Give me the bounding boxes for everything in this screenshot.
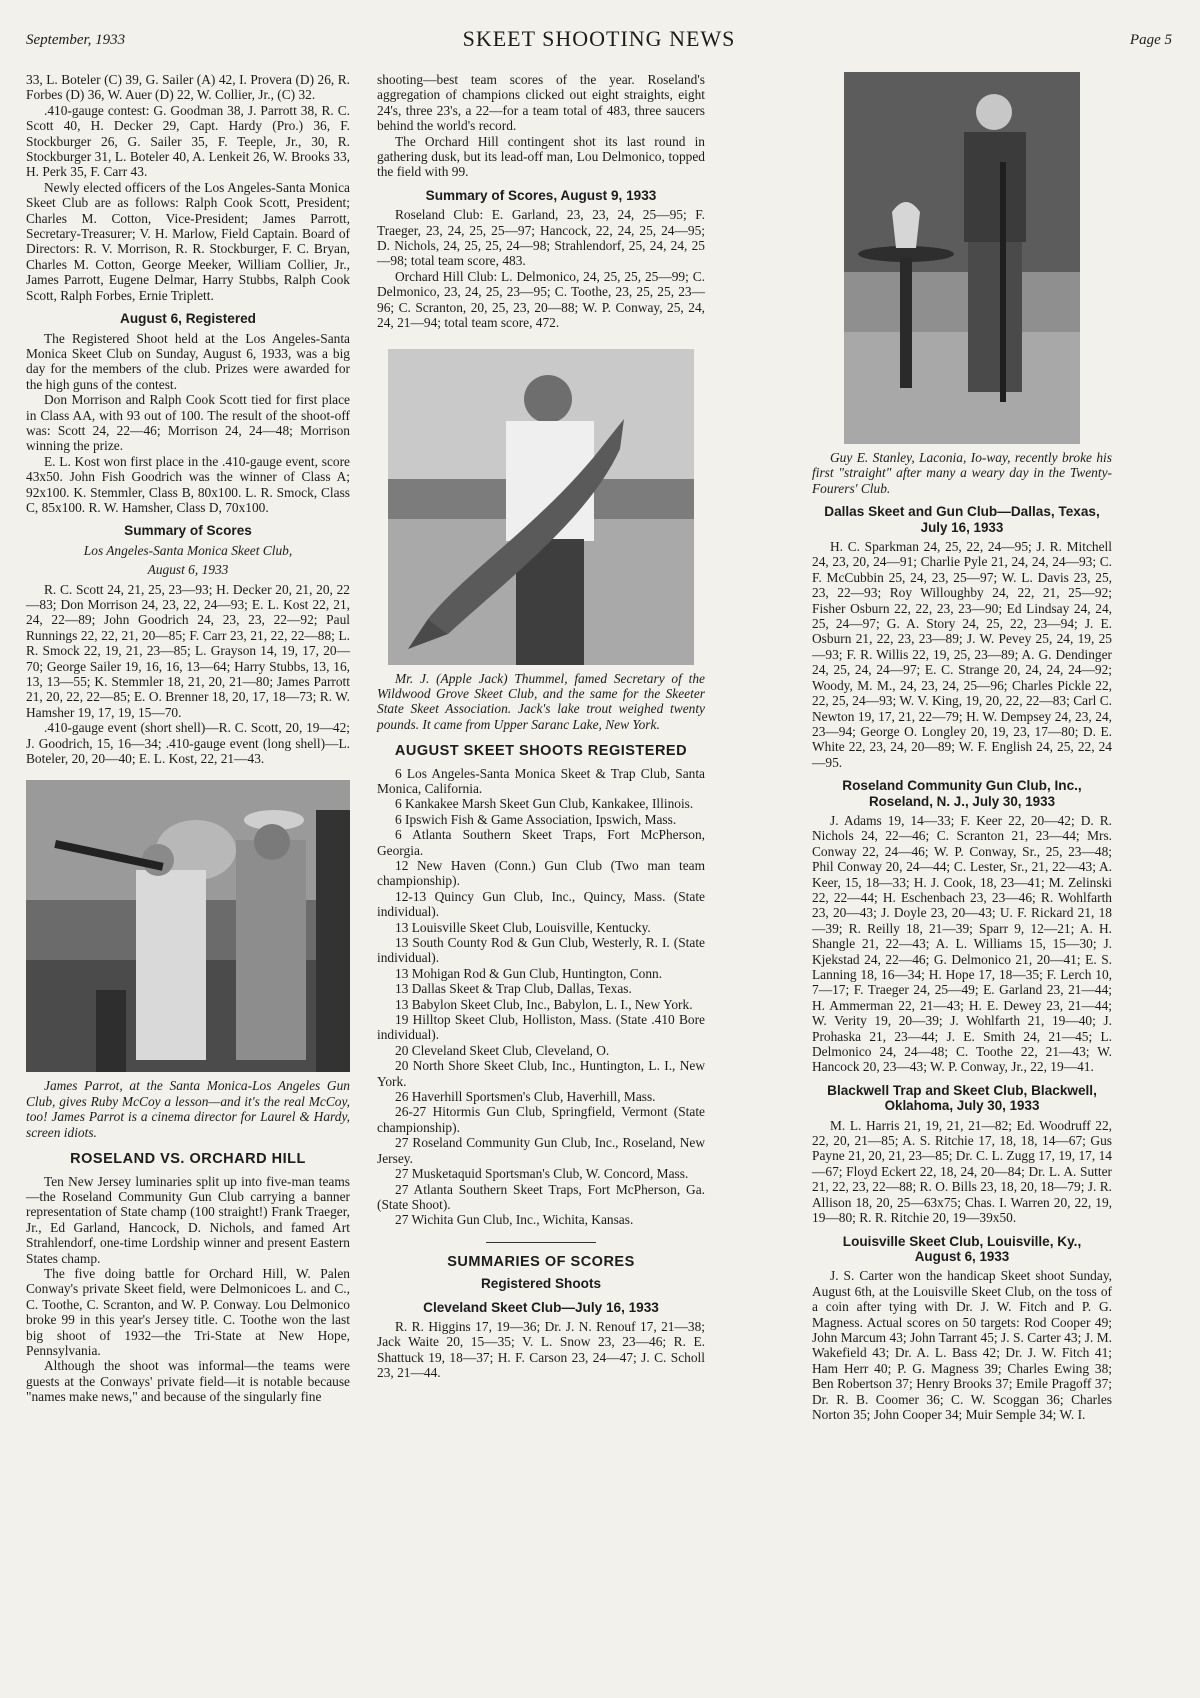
list-item: 12 New Haven (Conn.) Gun Club (Two man team championship). bbox=[377, 857, 705, 889]
divider bbox=[486, 1242, 596, 1243]
paragraph: R. C. Scott 24, 21, 25, 23—93; H. Decker 20, 21, 20, 22—83; Don Morrison 24, 23, 22, 24—93; E. L. Kost 22, 21, 24, 22—89; John Goodrich 24, 23, 23, 22—92; Paul Runnings 22, 22, 21, 20—85; F. Carr 23, 21, 22, 22—88; L. R. Smock 22, 19, 21, 23—85; L. Grayson 14, 19, 17, 20—70; George Sailer 19, 16, 16, 13—64; Harry Stubbs, 13, 16, 13, 13—55; K. Stemmler 18, 21, 20, 21—80; James Parrott 21, 20, 22, 22—85; E. O. Brenner 18, 20, 17, 18—73; R. W. Hamsher 19, 17, 19, 15—70. bbox=[26, 581, 350, 720]
section-heading: Dallas Skeet and Gun Club—Dallas, Texas, bbox=[824, 504, 1100, 520]
paragraph: The five doing battle for Orchard Hill, W. Palen Conway's private Skeet field, were Delmonicoes L. and C., C. Toothe, C. Scranton, and W. P. Conway. Lou Delmonico broke 99 in this year's Jersey title. C. Toothe won the last big shoot of 1932—the Tri-State at New Hope, Pennsylvania. bbox=[26, 1265, 350, 1358]
photo-caption: Mr. J. (Apple Jack) Thummel, famed Secretary of the Wildwood Grove Skeet Club, and the same for the Skeeter State Skeet Association. Jack's lake trout weighed twenty pounds. It came from Upper Saranc Lake, New York. bbox=[377, 670, 705, 732]
photo-guy-stanley bbox=[844, 72, 1080, 444]
list-item: 12-13 Quincy Gun Club, Inc., Quincy, Mass. (State individual). bbox=[377, 888, 705, 920]
paragraph: Ten New Jersey luminaries split up into five-man teams—the Roseland Community Gun Club carrying a banner representation of State champ (100 straight!) Frank Traeger, Jr., Ed Garland, Hancock, D. Nichols, and famed Art Strahlendorf, one-time Lordship winner and present Eastern States champ. bbox=[26, 1173, 350, 1266]
paragraph: Orchard Hill Club: L. Delmonico, 24, 25, 25, 25—99; C. Delmonico, 23, 24, 25, 23—95; C. Toothe, 23, 25, 25, 23—96; C. Scranton, 20, 25, 23, 20—88; W. P. Conway, 25, 24, 24, 21—94; total team score, 472. bbox=[377, 268, 705, 331]
paragraph: Roseland Club: E. Garland, 23, 23, 24, 25—95; F. Traeger, 23, 24, 25, 25—97; Hancock, 22, 24, 25, 24—95; D. Nichols, 24, 25, 25, 24—98; Strahlendorf, 25, 24, 24, 25—98; total team score, 483. bbox=[377, 207, 705, 269]
section-heading: ROSELAND VS. ORCHARD HILL bbox=[70, 1151, 306, 1168]
publication-title: SKEET SHOOTING NEWS bbox=[462, 26, 736, 51]
paragraph: M. L. Harris 21, 19, 21, 21—82; Ed. Woodruff 22, 22, 20, 21—85; A. S. Ritchie 17, 18, 18, 14—67; Gus Payne 21, 20, 21, 23—85; Dr. C. L. Zugg 17, 19, 17, 14—67; Floyd Eckert 22, 18, 24, 20—84; Dr. L. A. Sutter 21, 22, 23, 22—88; R. O. Bills 23, 18, 20, 18—79; J. R. Allison 18, 20, 25—63x75; Chas. I. Warren 20, 22, 19, 19—80; R. R. Ritchie 20, 19—39x50. bbox=[812, 1117, 1112, 1226]
list-item: 13 South County Rod & Gun Club, Westerly, R. I. (State individual). bbox=[377, 935, 705, 966]
list-item: 26 Haverhill Sportsmen's Club, Haverhill, Mass. bbox=[395, 1089, 656, 1105]
section-heading: Roseland Community Gun Club, Inc., bbox=[842, 778, 1082, 794]
list-item: 26-27 Hitormis Gun Club, Springfield, Vermont (State championship). bbox=[377, 1104, 705, 1135]
photo-guy-stanley-image bbox=[844, 72, 1080, 444]
page-number: Page 5 bbox=[1129, 32, 1172, 48]
paragraph: The Registered Shoot held at the Los Angeles-Santa Monica Skeet Club on Sunday, August 6, 1933, was a big day for the members of the club. Prizes were awarded for the high guns of the contest. bbox=[26, 330, 350, 392]
section-heading: Registered Shoots bbox=[480, 1276, 602, 1292]
paragraph: .410-gauge contest: G. Goodman 38, J. Parrott 38, R. C. Scott 40, H. Decker 29, Capt. Hardy (Pro.) 36, F. Stockburger 26, G. Sailer 35, F. Teeple, Jr., 30, R. Stockburger 31, L. Boteler 40, A. Lenkeit 26, W. Brooks 33, H. Perk 35, F. Carr 43. bbox=[26, 102, 350, 180]
column-middle bbox=[377, 72, 705, 1381]
list-item: 20 Cleveland Skeet Club, Cleveland, O. bbox=[395, 1042, 610, 1058]
issue-date: September, 1933 bbox=[26, 32, 126, 48]
column-left bbox=[26, 72, 350, 1405]
photo-caption: Guy E. Stanley, Laconia, Io-way, recently broke his first "straight" after many a weary day in the Twenty-Fourers' Club. bbox=[812, 450, 1112, 496]
list-item: 13 Dallas Skeet & Trap Club, Dallas, Texas. bbox=[395, 981, 632, 997]
section-heading: Summary of Scores, August 9, 1933 bbox=[425, 187, 657, 203]
list-item: 13 Mohigan Rod & Gun Club, Huntington, Conn. bbox=[395, 965, 663, 981]
list-item: 27 Musketaquid Sportsman's Club, W. Concord, Mass. bbox=[395, 1166, 689, 1182]
paragraph: R. R. Higgins 17, 19—36; Dr. J. N. Renouf 17, 21—38; Jack Waite 20, 15—35; V. L. Snow 23, 23—46; R. E. Shattuck 19, 18—37; H. F. Carson 23, 24—47; J. C. Scholl 23, 21—44. bbox=[377, 1318, 705, 1381]
section-heading: Louisville Skeet Club, Louisville, Ky., bbox=[842, 1233, 1082, 1249]
list-item: 20 North Shore Skeet Club, Inc., Huntington, L. I., New York. bbox=[377, 1058, 705, 1089]
list-item: 27 Wichita Gun Club, Inc., Wichita, Kansas. bbox=[395, 1212, 634, 1228]
section-heading: AUGUST SKEET SHOOTS REGISTERED bbox=[394, 743, 688, 760]
list-item: 13 Babylon Skeet Club, Inc., Babylon, L. I., New York. bbox=[395, 996, 693, 1012]
list-item: 6 Los Angeles-Santa Monica Skeet & Trap Club, Santa Monica, California. bbox=[377, 765, 705, 796]
photo-lake-trout-image bbox=[388, 349, 694, 665]
paragraph: J. Adams 19, 14—33; F. Keer 22, 20—42; D. R. Nichols 24, 22—46; C. Scranton 21, 23—44; Mrs. Conway 22, 24—46; W. P. Conway, Sr., 25, 23—48; Phil Conway 20, 24—44; C. Lester, Sr., 21, 22—43; A. Keer, 15, 18—33; H. J. Cook, 18, 23—41; M. Zelinski 22, 22—44; H. Eschenbach 23, 23—46; R. Wohlfarth 23, 20—43; J. Doyle 23, 20—43; U. F. Rickard 21, 18—39; R. Reilly 18, 21—39; Sparr 9, 12—21; A. H. Shangle 21, 22—43; A. L. Williams 15, 15—30; J. Kjekstad 24, 22—46; G. Delmonico 21, 20—41; E. S. Lanning 18, 16—34; H. Hope 17, 18—35; F. Lerch 10, 7—17; F. Traeger 24, 25—49; E. Garland 23, 21—44; H. Ammerman 22, 21—43; H. E. Dewey 23, 21—44; W. Verity 19, 20—39; J. Wohlfarth 21, 19—40; J. Prohaska 21, 23—44; J. E. Smith 24, 21—45; L. Delmonico 24, 24—48; C. Toothe 22, 21—43; W. Hancock 20, 23—43; W. P. Conway, Jr., 22, 19—41. bbox=[812, 812, 1112, 1075]
section-subheading: July 16, 1933 bbox=[920, 519, 1004, 535]
paragraph: 33, L. Boteler (C) 39, G. Sailer (A) 42, I. Provera (D) 26, R. Forbes (D) 36, W. Auer (D) 22, W. Collier, Jr., (C) 32. bbox=[26, 72, 350, 103]
list-item: 6 Ipswich Fish & Game Association, Ipswich, Mass. bbox=[395, 811, 677, 827]
section-subheading: Roseland, N. J., July 30, 1933 bbox=[868, 793, 1056, 809]
paragraph: Don Morrison and Ralph Cook Scott tied for first place in Class AA, with 93 out of 100. The result of the shoot-off was: Scott 24, 22—46; Morrison 24, 24—48; Morrison winning the prize. bbox=[26, 392, 350, 454]
paragraph: H. C. Sparkman 24, 25, 22, 24—95; J. R. Mitchell 24, 23, 20, 24—91; Charlie Pyle 21, 24, 24, 24—93; C. F. McCubbin 25, 24, 23, 25—97; W. L. Davis 23, 25, 23, 22—93; Roy Willoughby 24, 22, 21, 25—92; Fisher Osburn 22, 22, 23, 23—90; Ed Lindsay 24, 24, 25, 24—97; G. A. Story 24, 25, 22, 23—94; J. E. Osburn 21, 22, 23, 23—89; J. W. Pevey 25, 24, 19, 25—93; F. R. Willis 22, 19, 25, 23—89; A. G. Dendinger 24, 25, 24, 24—97; E. C. Strange 20, 24, 24, 24—92; Woody, M. M., 24, 23, 24, 25—96; Charles Pickle 22, 22, 25, 24—93; W. V. King, 19, 20, 22, 22—83; Carl C. Newton 19, 17, 21, 22—79; H. W. Dempsey 24, 23, 24, 23—94; George O. Longley 20, 19, 23, 17—80; D. E. White 22, 23, 24, 20—89; W. F. English 24, 25, 22, 24—95. bbox=[812, 539, 1112, 770]
photo-caption: James Parrot, at the Santa Monica-Los Angeles Gun Club, gives Ruby McCoy a lesson—and it's the real McCoy, too! James Parrot is a cinema director for Laurel & Hardy, screen idiots. bbox=[26, 1078, 350, 1140]
paragraph: shooting—best team scores of the year. Roseland's aggregation of champions clicked out eight straights, eight 24's, three 23's, a 22—for a team total of 483, three saucers behind the world's record. bbox=[377, 72, 705, 134]
section-heading: August 6, Registered bbox=[120, 311, 256, 327]
paragraph: E. L. Kost won first place in the .410-gauge event, score 43x50. John Fish Goodrich was the winner of Class A; 92x100. K. Stemmler, Class B, 80x100. L. R. Smock, Class C, 85x100. R. W. Hamsher, Class D, 70x100. bbox=[26, 453, 350, 515]
photo-lake-trout bbox=[388, 349, 694, 665]
section-heading: Summary of Scores bbox=[124, 523, 252, 539]
subheading: Los Angeles-Santa Monica Skeet Club, bbox=[83, 542, 293, 558]
list-item: 27 Roseland Community Gun Club, Inc., Roseland, New Jersey. bbox=[377, 1135, 705, 1166]
paragraph: Although the shoot was informal—the teams were guests at the Conways' private field—it is notable because "names make news," and because of the singularly fine bbox=[26, 1358, 350, 1405]
section-heading: SUMMARIES OF SCORES bbox=[447, 1253, 635, 1270]
paragraph: .410-gauge event (short shell)—R. C. Scott, 20, 19—42; J. Goodrich, 15, 16—34; .410-gauge event (long shell)—L. Boteler, 20, 20—40; E. L. Kost, 22, 21—43. bbox=[26, 720, 350, 767]
paragraph: Newly elected officers of the Los Angeles-Santa Monica Skeet Club are as follows: Ralph Cook Scott, President; Charles M. Cotton, Vice-President; James Parrott, Secretary-Treasurer; V. H. Marlow, Field Captain. Board of Directors: R. V. Morrison, R. R. Stockburger, F. C. Bryan, Charles M. Cotton, George Meeker, William Collier, Jr., James Parrott, Eugene Delmar, Harry Stubbs, Ralph Cook Scott, Ralph Forbes, Ernie Triplett. bbox=[26, 179, 350, 303]
list-item: 6 Kankakee Marsh Skeet Gun Club, Kankakee, Illinois. bbox=[395, 796, 694, 812]
section-heading: Cleveland Skeet Club—July 16, 1933 bbox=[423, 1299, 659, 1315]
list-item: 13 Louisville Skeet Club, Louisville, Kentucky. bbox=[395, 919, 651, 935]
section-subheading: Oklahoma, July 30, 1933 bbox=[884, 1098, 1040, 1114]
paragraph: J. S. Carter won the handicap Skeet shoot Sunday, August 6th, at the Louisville Skeet Club, on the toss of a coin after tying with Dr. J. W. Fitch and P. G. Magness. Actual scores on 50 targets: Rod Cooper 49; John Marcum 43; John Tarrant 45; J. S. Carter 43; J. M. Wakefield 43; Dr. A. L. Bass 42; Dr. J. W. Fitch 41; Ham Herr 40; P. G. Magness 39; Charles Ewing 38; Ben Robertson 37; Henry Brooks 37; Emile Pragoff 37; Dr. R. B. Coomer 36; C. W. Scoggan 36; Charles Norton 35; John Cooper 34; Muir Semple 34; W. I. bbox=[812, 1268, 1112, 1422]
photo-shooting-lesson bbox=[26, 780, 350, 1072]
section-heading: Blackwell Trap and Skeet Club, Blackwell, bbox=[827, 1082, 1097, 1098]
list-item: 27 Atlanta Southern Skeet Traps, Fort McPherson, Ga. (State Shoot). bbox=[377, 1181, 705, 1212]
photo-shooting-lesson-image bbox=[26, 780, 350, 1072]
subheading: August 6, 1933 bbox=[147, 562, 229, 578]
page-header bbox=[26, 24, 1172, 58]
column-right bbox=[812, 72, 1112, 1422]
paragraph: The Orchard Hill contingent shot its last round in gathering dusk, but its lead-off man, Lou Delmonico, topped the field with 99. bbox=[377, 133, 705, 180]
section-subheading: August 6, 1933 bbox=[914, 1248, 1010, 1264]
list-item: 19 Hilltop Skeet Club, Holliston, Mass. (State .410 Bore individual). bbox=[377, 1012, 705, 1043]
list-item: 6 Atlanta Southern Skeet Traps, Fort McPherson, Georgia. bbox=[377, 827, 705, 858]
